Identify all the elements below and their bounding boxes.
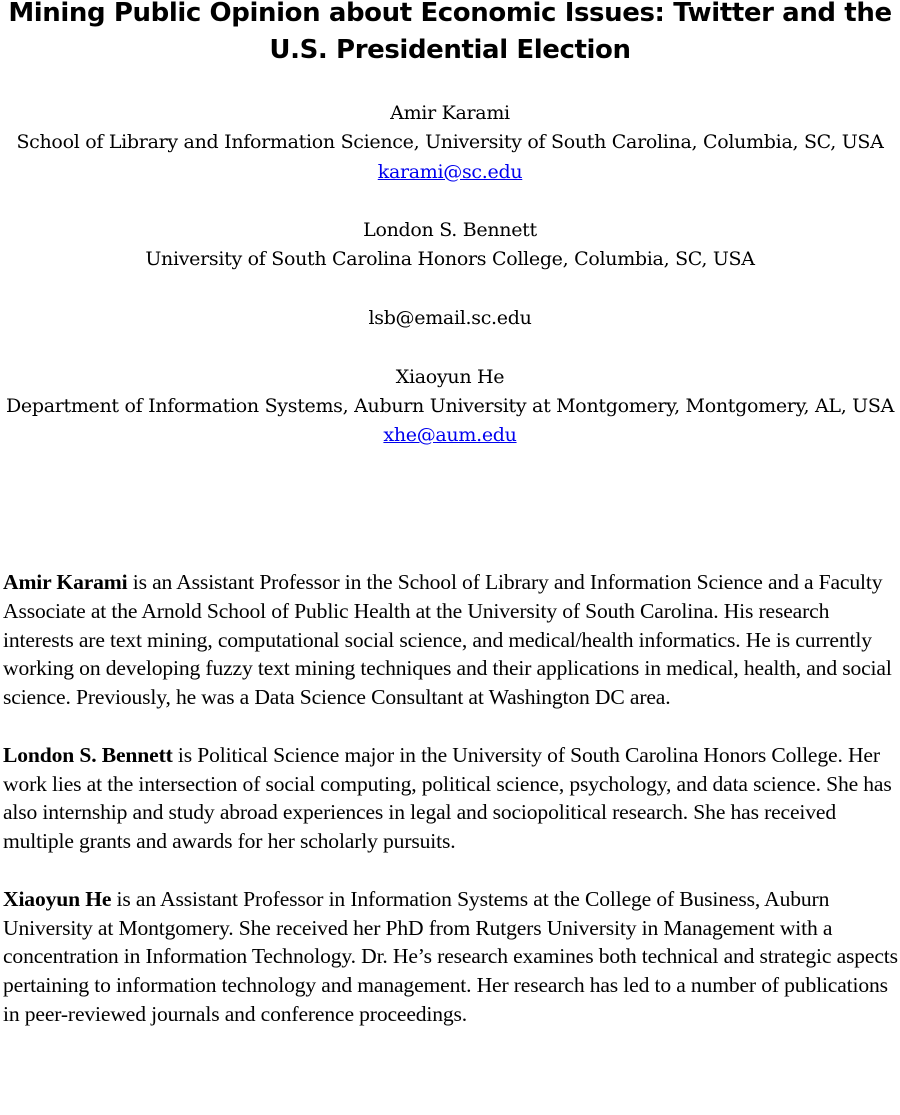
author-name: Xiaoyun He (395, 365, 505, 388)
spacer (0, 275, 900, 304)
author-bios (3, 568, 900, 1058)
bio-text: is an Assistant Professor in Information Systems at the College of Business, Auburn University at Montgomery. She received her PhD from Rutgers University in Management with a concentration in Information Technology. Dr. He’s research examines both technical and strategic aspects pertaining to information technology and management. Her research has led to a number of publications in peer-reviewed journals and conference proceedings. (3, 886, 898, 1026)
author-block-bennett (0, 216, 900, 333)
spacer (0, 187, 900, 216)
bio-name: Amir Karami (3, 570, 128, 594)
author-name: London S. Bennett (363, 219, 537, 242)
paper-title: Mining Public Opinion about Economic Issues: Twitter and the U.S. Presidential Election (8, 0, 892, 65)
bio-paragraph (3, 568, 900, 712)
author-list (0, 99, 900, 451)
bio-text: is an Assistant Professor in the School of Library and Information Science and a Faculty Associate at the Arnold School of Public Health at the University of South Carolina. His research interests are text mining, computational social science, and medical/health informatics. He is currently working on developing fuzzy text mining techniques and their applications in medical, health, and social science. Previously, he was a Data Science Consultant at Washington DC area. (3, 570, 892, 710)
author-block-he (0, 363, 900, 451)
bio-paragraph (3, 741, 900, 856)
author-affiliation: University of South Carolina Honors College, Columbia, SC, USA (145, 248, 755, 271)
author-affiliation: School of Library and Information Science, University of South Carolina, Columbia, SC, USA (16, 131, 884, 154)
author-email-link[interactable]: karami@sc.edu (377, 160, 523, 183)
author-affiliation: Department of Information Systems, Auburn University at Montgomery, Montgomery, AL, USA (5, 394, 895, 417)
author-email-link[interactable]: xhe@aum.edu (383, 424, 517, 447)
author-block-karami (0, 99, 900, 187)
spacer (0, 333, 900, 362)
bio-text: is Political Science major in the University of South Carolina Honors College. Her work lies at the intersection of social computing, political science, psychology, and data science. She has also internship and study abroad experiences in legal and sociopolitical research. She has received multiple grants and awards for her scholarly pursuits. (3, 742, 892, 854)
bio-paragraph (3, 885, 900, 1029)
bio-name: London S. Bennett (3, 742, 173, 767)
author-name: Amir Karami (390, 102, 510, 124)
bio-name: Xiaoyun He (3, 886, 112, 911)
author-email: lsb@email.sc.edu (368, 307, 532, 330)
